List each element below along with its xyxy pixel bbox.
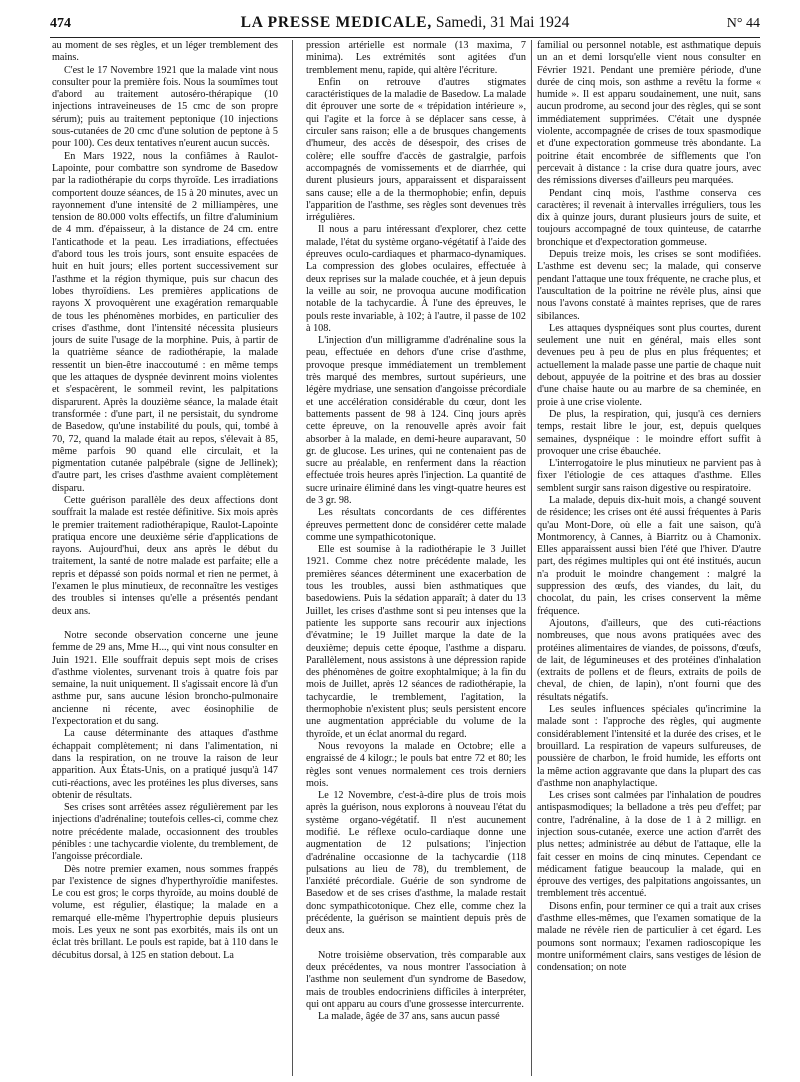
article-paragraph: L'injection d'un milligramme d'adrénaline sous la peau, effectuée en dehors d'une crise d'asthme, provoque presque immédiatement un tremblement très marqué des membres, surtout supérieurs, une légère mydriase, une sensation d'angoisse précordiale et une accélération considérable du cœur, dont les battements passent de 98 à 124. Cinq jours après cette épreuve, on la renouvelle après avoir fait absorber à la malade, en demi-heure auparavant, 50 gr. de glucose. Les urines, qui ne contenaient pas de sucre au préalable, en renferment dans la réaction effectuée trois heures après l'injection. La quantité de sucre urinaire éliminé dans les vingt-quatre heures est de 3 gr. 98. <box>306 335 526 506</box>
page-number: 474 <box>50 16 71 31</box>
header-rule <box>50 37 760 38</box>
article-paragraph: Depuis treize mois, les crises se sont modifiées. L'asthme est devenu sec; la malade, qui conserve pendant l'attaque une toux fréquente, ne crache plus, et l'auscultation de la poitrine ne révèle plus, ainsi que nous l'avons constaté à maintes reprises, que de rares sibilances. <box>537 249 761 322</box>
article-paragraph: Ajoutons, d'ailleurs, que des cuti-réactions nombreuses, que nous avons pratiquées avec des protéines alimentaires de viandes, de poissons, d'œufs, de lait, de légumineuses et des protéines d'inhalation (extraits de pollens et de fleurs, extraits de poils de cheval, de chien, de lapin), n'ont fourni que des résultats négatifs. <box>537 617 761 703</box>
issue-date: Samedi, 31 Mai 1924 <box>435 14 570 31</box>
article-paragraph: Cette guérison parallèle des deux affections dont souffrait la malade est restée définitive. Six mois après le premier traitement radiothérapique, Raulot-Lapointe pratiqua encore une deuxième série d'applications de rayons. Aujourd'hui, deux ans après le début du traitement, la santé de notre malade est parfaite; elle a repris et dépassé son poids normal et rien ne permet, à l'examen le plus minutieux, de reconnaître les vestiges des troubles si intenses qu'elle a présentés pendant deux ans. <box>52 494 278 617</box>
article-paragraph: Notre seconde observation concerne une jeune femme de 29 ans, Mme H..., qui vint nous consulter en Juin 1921. Elle souffrait depuis sept mois de crises d'asthme violentes, survenant trois à quatre fois par semaine, la nuit uniquement. Il s'agissait encore là d'un asthme pur, sans aucune lésion broncho-pulmonaire ancienne ni récente, avec éosinophilie de l'expectoration et du sang. <box>52 629 278 728</box>
article-paragraph: Notre troisième observation, très comparable aux deux précédentes, va nous montrer l'association à l'asthme non seulement d'un syndrome de Basedow, mais de troubles endocriniens difficiles à interpréter, qui ont apparu au cours d'une grossesse intercurrente. <box>306 949 526 1010</box>
article-paragraph: Les résultats concordants de ces différentes épreuves permettent donc de considérer cette malade comme une sympathicotonique. <box>306 507 526 543</box>
article-paragraph: Dès notre premier examen, nous sommes frappés par l'existence de signes d'hyperthyroïdie manifestes. Le cou est gros; le corps thyroïde, au moins doublé de volume, est régulier, élastique; la malade en a remarqué elle-même l'hypertrophie depuis plusieurs mois. Les yeux ne sont pas exorbités, mais ils ont un éclat très brillant. Le pouls est rapide, bat à 110 dans le décubitus dorsal, à 125 en station debout. La <box>52 863 278 961</box>
article-paragraph: Disons enfin, pour terminer ce qui a trait aux crises d'asthme elles-mêmes, que l'examen somatique de la malade ne révèle rien de particulier à cet égard. Les poumons sont normaux; l'examen radioscopique les montre uniformément clairs, sans vestiges de lésion de condensation; on note <box>537 900 761 974</box>
column-divider <box>292 40 293 1076</box>
issue-number: N° 44 <box>726 16 760 31</box>
article-paragraph: L'interrogatoire le plus minutieux ne parvient pas à fixer l'étiologie de ces attaques d'asthme. Elles semblent surgir sans raison digestive ou respiratoire. <box>537 458 761 494</box>
page-header <box>50 14 760 36</box>
article-paragraph: C'est le 17 Novembre 1921 que la malade vint nous consulter pour la première fois. Nous la soumîmes tout d'abord au traitement autoséro-thérapique (10 injections intraveineuses de 15 cmc de son propre sérum); puis au traitement peptonique (10 injections sous-cutanées de 20 cmc d'une solution de peptone à 5 pour 100). Ces deux tentatives n'eurent aucun succès. <box>52 64 278 150</box>
article-paragraph: Enfin on retrouve d'autres stigmates caractéristiques de la maladie de Basedow. La malade dit éprouver une sorte de « trépidation intérieure », qui l'agite et la force à se déplacer sans cesse, à circuler sans raison; elle a de brusques changements d'humeur, des accès de désespoir, des crises de colère; elle souffre d'accès de gastralgie, parfois accompagnés de vomissements et de diarrhée, qui durent plusieurs jours, apparaissent et disparaissent sans cause; elle a de la thermophobie; enfin, depuis l'apparition de l'asthme, ses règles sont devenues très irrégulières. <box>306 76 526 224</box>
column-1 <box>52 40 278 1076</box>
article-paragraph: Elle est soumise à la radiothérapie le 3 Juillet 1921. Comme chez notre précédente malade, les premières séances déterminent une exacerbation de tous les troubles, aussi bien asthmatiques que basedowiens. Puis la sédation apparaît; à dater du 13 Juillet, les crises d'asthme sont si peu intenses que la patiente les supporte sans recourir aux injections d'évatmine; le 19 Juillet marque la date de la deuxième; depuis cette époque, l'asthme a disparu. Parallèlement, nous assistons à une dépression rapide des phénomènes de goitre exophtalmique; à la fin du mois de Juillet, après 12 séances de radiothérapie, la tachycardie, le tremblement, l'agitation, la thermophobie n'existent plus; seuls persistent encore une augmentation appréciable du volume de la thyroïde, et un éclat anormal du regard. <box>306 544 526 740</box>
article-paragraph: Le 12 Novembre, c'est-à-dire plus de trois mois après la guérison, nous explorons à nouveau l'état du système organo-végétatif. Il n'est aucunement modifié. Le réflexe oculo-cardiaque donne une augmentation de 12 pulsations; l'injection d'adrénaline occasionne de la tachycardie (118 pulsations au lieu de 78), du tremblement, de l'anxiété précordiale. Guérie de son syndrome de Basedow et de ses crises d'asthme, la malade restait donc sympathicotonique. Chez elle, comme chez la précédente, la guérison se maintient depuis près de deux ans. <box>306 790 526 937</box>
article-paragraph: La cause déterminante des attaques d'asthme échappait complètement; ni dans l'alimentation, ni dans la respiration, on ne trouve la raison de leur apparition. Aux États-Unis, on a pratiqué jusqu'à 147 cuti-réactions, avec les protéines les plus diverses, sans obtenir de résultats. <box>52 728 278 801</box>
article-paragraph: Les crises sont calmées par l'inhalation de poudres antispasmodiques; la belladone a très peu d'effet; par contre, l'adrénaline, à la dose de 1 à 2 milligr. en injection sous-cutanée, exerce une action d'arrêt des plus nettes; administrée au début de l'attaque, elle la fait cesser en moins de cinq minutes. Cependant ce médicament fatigue beaucoup la malade, qui en éprouve des vertiges, des palpitations angoissantes, un tremblement très accentué. <box>537 790 761 900</box>
journal-title: LA PRESSE MEDICALE, <box>240 14 432 31</box>
article-paragraph: En Mars 1922, nous la confiâmes à Raulot-Lapointe, pour combattre son syndrome de Basedow par la radiothérapie du corps thyroïde. Les irradiations comportent douze séances, de 15 à 20 minutes, avec un rayonnement d'une intensité de 2 milliampères, une tension de 80.000 volts effectifs, un filtre d'aluminium de 4 mm. d'épaisseur, à la distance de 24 cm. entre l'anticathode et la peau. Les irradiations, effectuées d'abord tous les trois jours, sont ensuite espacées de huit en huit jours; elles portent successivement sur l'asthme et la région thymique, puis sur chacun des lobes thyroïdiens. Les premières applications de rayons X provoquèrent une exagération remarquable de tous les phénomènes morbides, en particulier des crises d'asthme, dont l'intensité nécessita plusieurs jours de suite l'usage de la morphine. Puis, à partir de la quatrième séance de radiothérapie, la malade ressentit un bien-être inaccoutumé : en même temps que les attaques de dyspnée devinrent moins violentes et s'espacèrent, le sommeil revint, les palpitations disparurent. Après la douzième séance, la malade était transformée : d'une part, il ne persistait, du syndrome de Basedow, qu'une instabilité du pouls, qui, tombé à 70, 72, quand la malade était au repos, s'élevait à 85, même parfois 90 quand elle circulait, et la pigmentation cutanée palpébrale (signe de Jellinek); d'autre part, les crises d'asthme avaient complètement disparu. <box>52 150 278 494</box>
article-paragraph: pression artérielle est normale (13 maxima, 7 minima). Les extrémités sont agitées d'un tremblement menu, rapide, qui altère l'écriture. <box>306 40 526 76</box>
masthead <box>50 14 760 32</box>
article-paragraph: Les seules influences spéciales qu'incrimine la malade sont : l'approche des règles, qui augmente considérablement l'intensité et la durée des crises, et le brouillard. La respiration de vapeurs sulfureuses, de poussière de charbon, le froid humide, les efforts ont la même action aggravante que dans la plupart des cas d'asthme non anaphylactique. <box>537 704 761 789</box>
article-paragraph: au moment de ses règles, et un léger tremblement des mains. <box>52 40 278 64</box>
article-paragraph: La malade, âgée de 37 ans, sans aucun passé <box>318 1011 500 1023</box>
column-3 <box>537 40 761 1076</box>
column-2 <box>306 40 526 1076</box>
article-paragraph: Il nous a paru intéressant d'explorer, chez cette malade, l'état du système organo-végétatif à l'aide des épreuves oculo-cardiaques et pharmaco-dynamiques. La compression des globes oculaires, effectuée à deux reprises sur la malade couchée, et à jeun depuis la veille au soir, ne provoqua aucune modification notable de la tachycardie. À l'une des épreuves, le pouls reste invariable, à 102; à l'autre, il passe de 102 à 108. <box>306 224 526 334</box>
article-paragraph: familial ou personnel notable, est asthmatique depuis un an et demi lorsqu'elle vient nous consulter en Février 1921. Pendant une première période, d'une durée de cinq mois, son asthme a revêtu la forme « humide ». Il est apparu soudainement, une nuit, sans aucun prodrome, au second jour des règles, qui se sont immédiatement supprimées. C'était une dyspnée violente, accompagnée de crises de toux spasmodique et d'une expectoration gommeuse très abondante. La poitrine était encombrée de sifflements que l'on percevait à distance : la crise dura quatre jours, avec des rémissions diverses d'ailleurs peu marquées. <box>537 40 761 187</box>
article-paragraph: Les attaques dyspnéiques sont plus courtes, durent seulement une nuit en général, mais elles sont devenues peu à peu de plus en plus fréquentes; et actuellement la malade passe une partie de chaque nuit debout, appuyée de la poitrine et des bras au dossier d'une chaise haute ou au marbre de sa cheminée, en proie à une crise violente. <box>537 322 761 408</box>
article-paragraph: Nous revoyons la malade en Octobre; elle a engraissé de 4 kilogr.; le pouls bat entre 72 et 80; les règles sont venues normalement ces trois derniers mois. <box>306 740 526 789</box>
article-paragraph: De plus, la respiration, qui, jusqu'à ces derniers temps, restait libre le jour, est, depuis quelques semaines, dyspnéique : le moindre effort suffit à provoquer une crise ébauchée. <box>537 408 761 457</box>
article-paragraph: Pendant cinq mois, l'asthme conserva ces caractères; il revenait à intervalles irréguliers, tous les dix à quinze jours, durant plusieurs jours de suite, et toujours accompagné de toux quinteuse, de catarrhe bronchique et d'expectoration gommeuse. <box>537 187 761 248</box>
article-paragraph: Ses crises sont arrêtées assez régulièrement par les injections d'adrénaline; toutefois celles-ci, comme chez notre précédente malade, occasionnent des troubles pénibles : une tachycardie violente, du tremblement, de l'angoisse précordiale. <box>52 802 278 863</box>
column-divider <box>531 40 532 1076</box>
article-paragraph: La malade, depuis dix-huit mois, a changé souvent de résidence; les crises ont été aussi fréquentes à Paris qu'au Mont-Dore, où elle a fait une saison, qu'à Montmorency, à Cannes, à Biarritz ou à Chamonix. Elles apparaissent aussi bien l'été que l'hiver. D'autre part, des régimes multiples qui ont été institués, aucun n'a produit le moindre changement : malgré la suppression des œufs, des viandes, du lait, du chocolat, du pain, les crises conservent la même fréquence. <box>537 494 761 617</box>
